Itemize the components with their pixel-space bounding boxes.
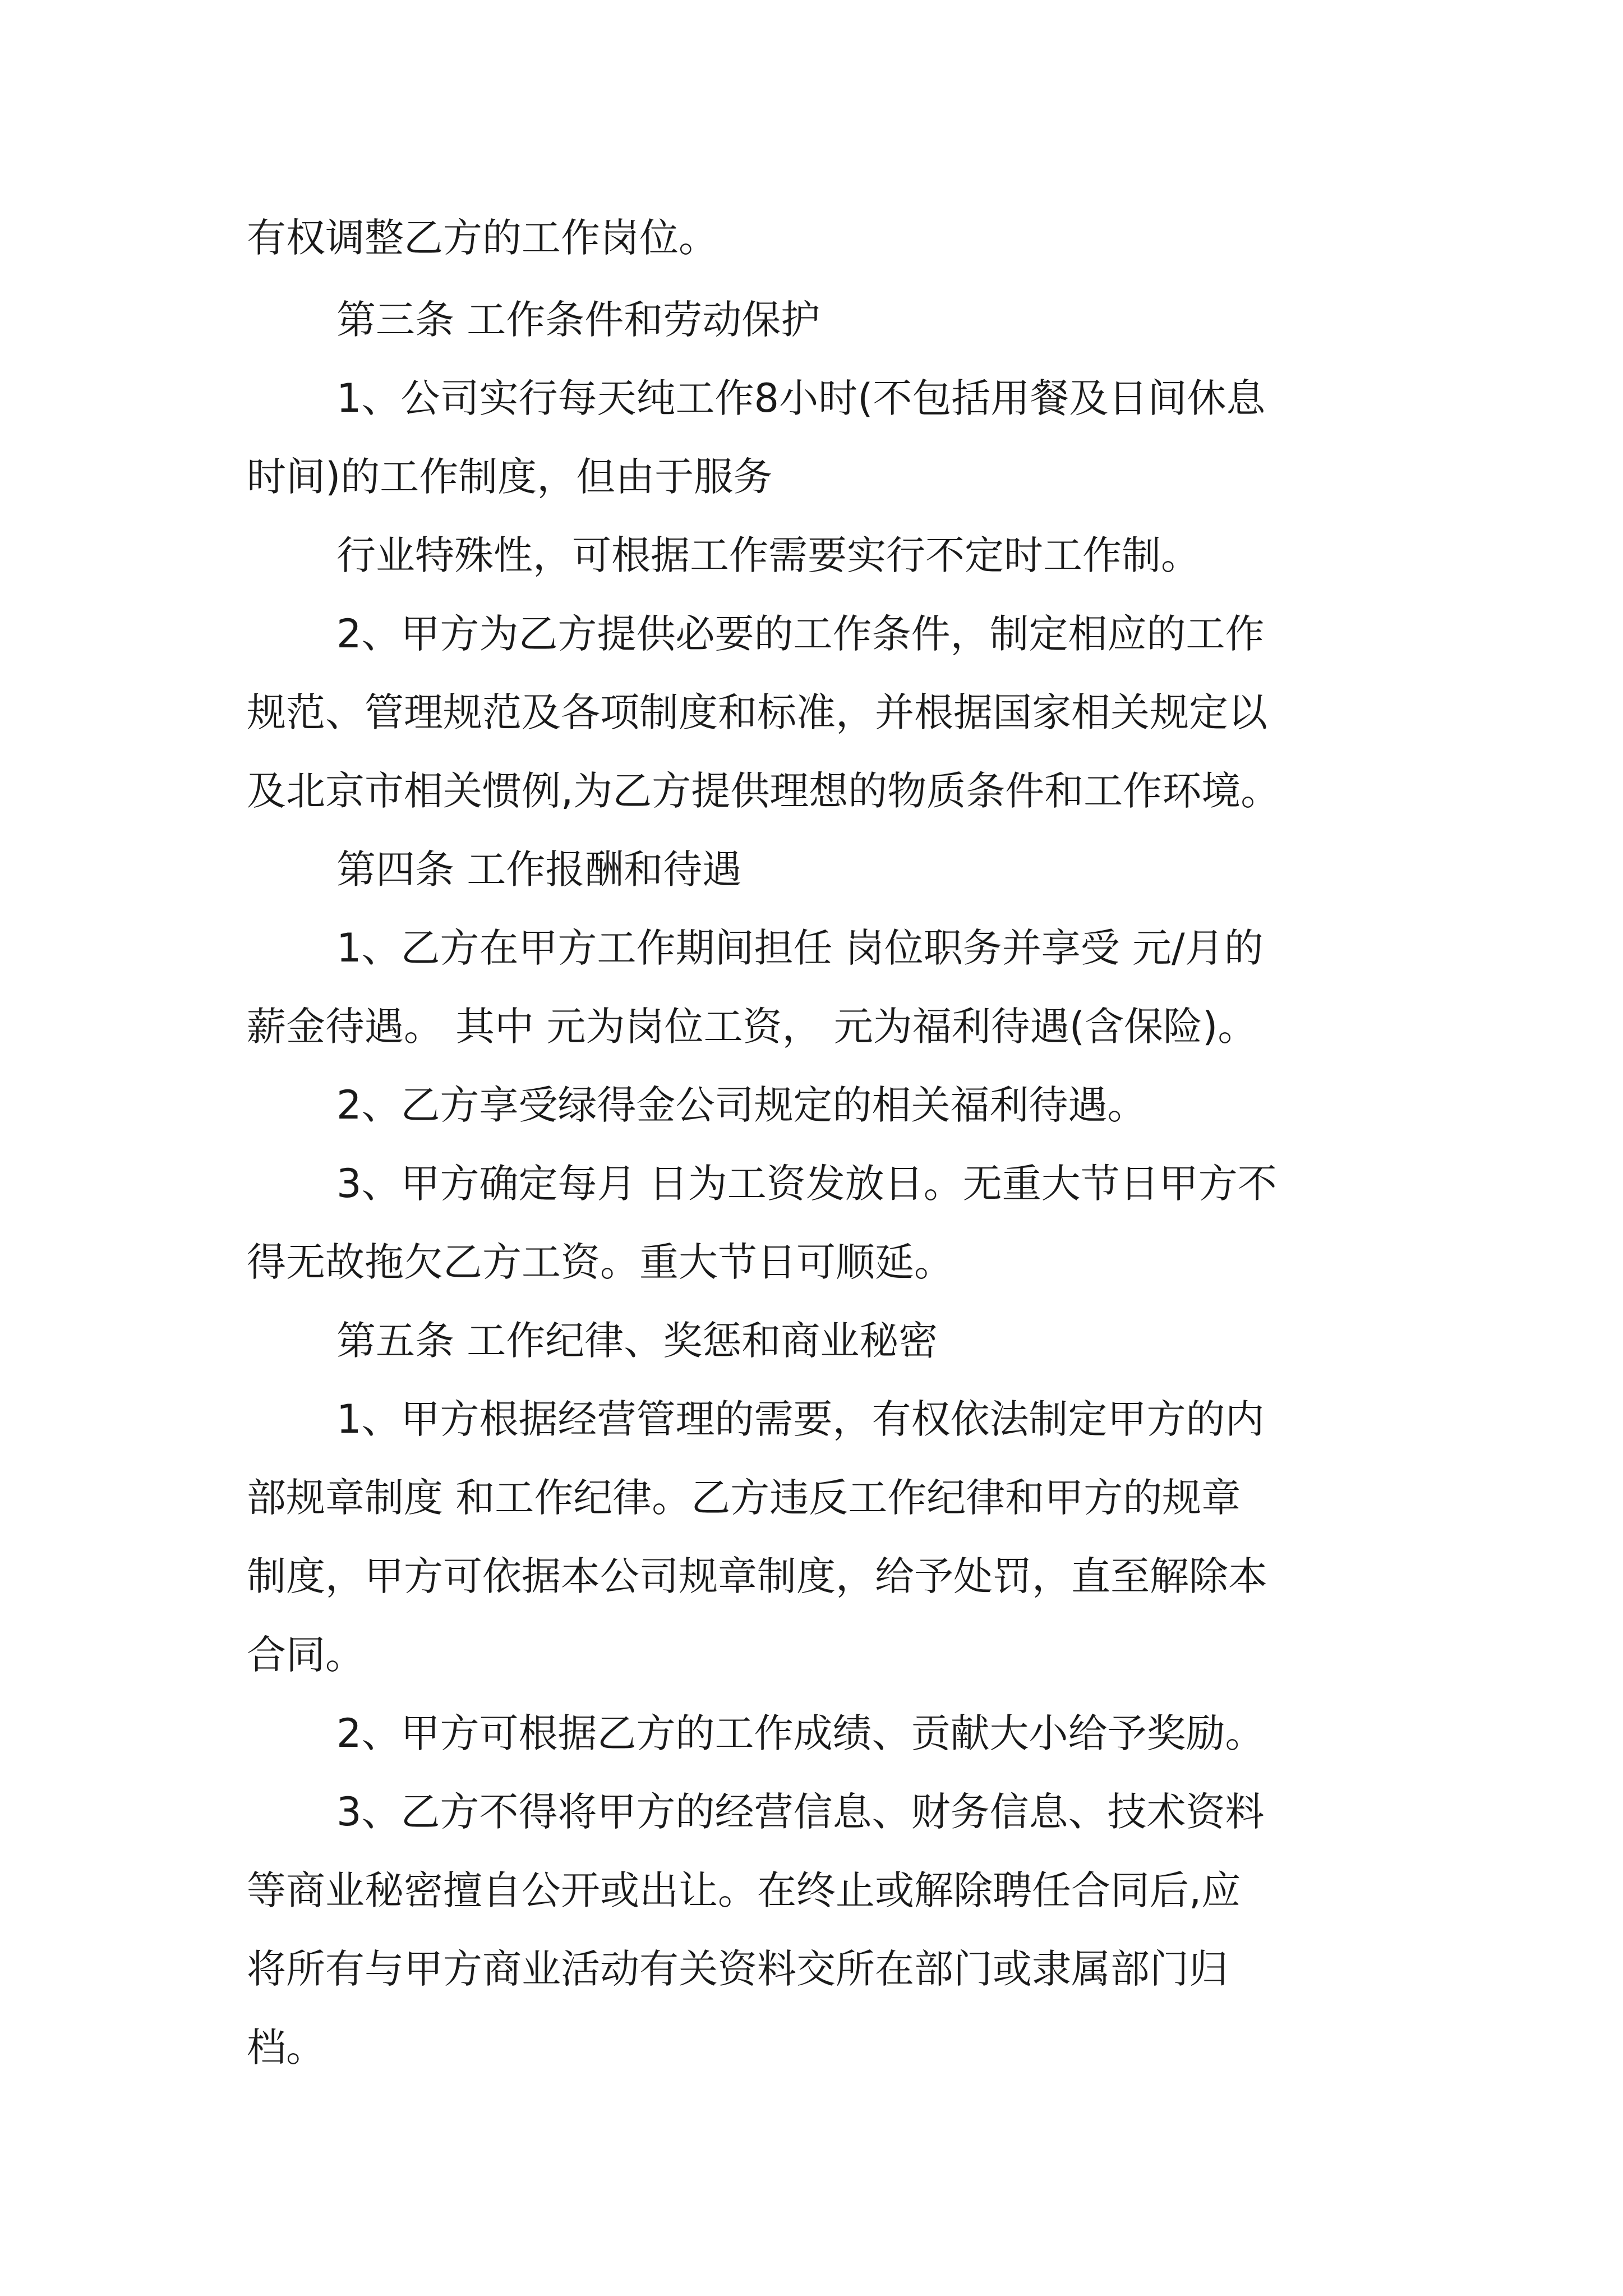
text-line: 3、乙方不得将甲方的经营信息、财务信息、技术资料 (336, 1789, 1265, 1835)
text-line: 薪金待遇。 其中 元为岗位工资， 元为福利待遇(含保险)。 (247, 1004, 1257, 1050)
text-line: 2、甲方为乙方提供必要的工作条件，制定相应的工作 (336, 611, 1265, 657)
text-line: 2、乙方享受绿得金公司规定的相关福利待遇。 (336, 1082, 1147, 1128)
text-line: 档。 (247, 2024, 325, 2070)
text-line: 规范、管理规范及各项制度和标准，并根据国家相关规定以 (247, 689, 1267, 735)
text-line: 2、甲方可根据乙方的工作成绩、贡献大小给予奖励。 (336, 1710, 1265, 1756)
text-line: 制度，甲方可依据本公司规章制度，给予处罚，直至解除本 (247, 1553, 1267, 1599)
article-heading: 第四条 工作报酬和待遇 (336, 846, 742, 892)
text-line: 合同。 (247, 1632, 365, 1678)
text-line: 等商业秘密擅自公开或出让。在终止或解除聘任合同后,应 (247, 1867, 1241, 1913)
text-line: 部规章制度 和工作纪律。乙方违反工作纪律和甲方的规章 (247, 1475, 1241, 1521)
text-line: 得无故拖欠乙方工资。重大节日可顺延。 (247, 1239, 953, 1285)
text-line: 行业特殊性，可根据工作需要实行不定时工作制。 (336, 532, 1200, 578)
text-line: 1、乙方在甲方工作期间担任 岗位职务并享受 元/月的 (336, 925, 1264, 971)
text-line: 有权调整乙方的工作岗位。 (247, 215, 718, 261)
article-heading: 第五条 工作纪律、奖惩和商业秘密 (336, 1318, 938, 1364)
text-line: 及北京市相关惯例,为乙方提供理想的物质条件和工作环境。 (247, 768, 1280, 814)
text-line: 将所有与甲方商业活动有关资料交所在部门或隶属部门归 (247, 1946, 1228, 1992)
article-heading: 第三条 工作条件和劳动保护 (336, 297, 820, 343)
text-line: 1、甲方根据经营管理的需要，有权依法制定甲方的内 (336, 1396, 1265, 1442)
text-line: 时间)的工作制度，但由于服务 (247, 454, 773, 500)
text-line: 1、公司实行每天纯工作8小时(不包括用餐及日间休息 (336, 375, 1266, 421)
text-line: 3、甲方确定每月 日为工资发放日。无重大节日甲方不 (336, 1161, 1277, 1207)
